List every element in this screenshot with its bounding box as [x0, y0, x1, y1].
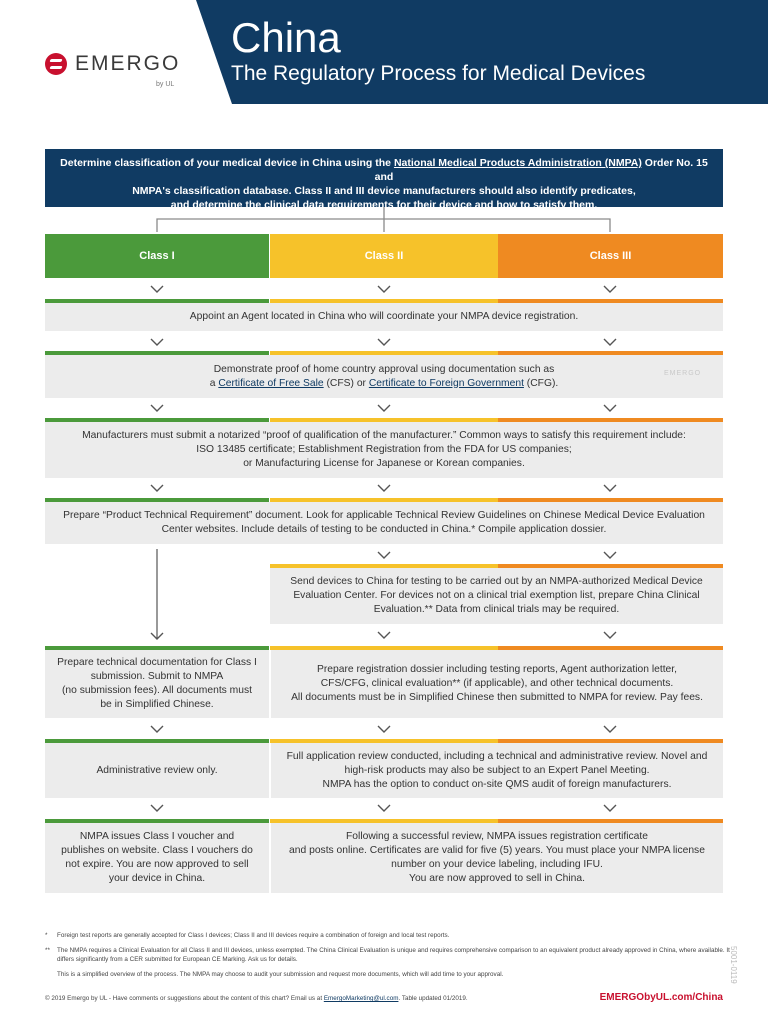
arrow-row-4	[151, 485, 616, 491]
full-review-line1: Full application review conducted, including a technical and administrative review. Novel and	[286, 750, 708, 762]
voucher-line3: not expire. You are now approved to sell	[65, 859, 249, 870]
proof-line1: Demonstrate proof of home country approval using documentation such as	[213, 363, 555, 375]
step-appoint-agent-text: Appoint an Agent located in China who will coordinate your NMPA device registration.	[189, 311, 579, 322]
footnote-1-text: Foreign test reports are generally accepted for Class I devices; Class II and III devices require a combination of foreign and local test reports.	[57, 932, 450, 939]
class-1-header: Class I	[45, 234, 269, 278]
proof-mid: (CFS) or	[323, 377, 369, 389]
arrow-row-5	[378, 552, 616, 558]
footnote-3-text: This is a simplified overview of the process. The NMPA may choose to audit your submission and request more documents, which will add time to your approval.	[57, 971, 504, 978]
step-class1-documentation	[45, 650, 269, 718]
step-registration-dossier	[271, 650, 723, 718]
step-device-testing	[270, 568, 723, 624]
class1-docs-line4: be in Simplified Chinese.	[100, 699, 214, 710]
intro-line2: NMPA's classification database. Class II and III device manufacturers should also identify predicates,	[132, 185, 636, 197]
intro-text-a: Determine classification of your medical device in China using the	[60, 157, 394, 169]
footnote-3	[45, 970, 735, 979]
intro-text-b: Order No. 15 and	[374, 157, 708, 183]
class-3-header: Class III	[498, 234, 723, 278]
arrow-row-3	[151, 405, 616, 411]
watermark-logo: EMERGO	[664, 370, 702, 377]
testing-line1: Send devices to China for testing to be carried out by an NMPA-authorized Medical Device	[290, 576, 703, 587]
arrow-row-1	[151, 286, 616, 292]
step-appoint-agent	[45, 303, 723, 331]
class-2-header: Class II	[270, 234, 498, 278]
admin-review-text: Administrative review only.	[96, 764, 218, 776]
logo-sub: by UL	[156, 81, 175, 88]
ptr-line2: Center websites. Include details of testing to be conducted in China.* Compile application dossier.	[161, 524, 607, 535]
document-code: 5001-0119	[729, 946, 738, 984]
certificate-line1: Following a successful review, NMPA issues registration certificate	[346, 831, 648, 842]
dossier-line1: Prepare registration dossier including testing reports, Agent authorization letter,	[316, 664, 678, 675]
full-review-line2: high-risk products may also be subject to an Expert Panel Meeting.	[344, 764, 650, 776]
step-administrative-review	[45, 743, 269, 798]
footnote-2	[45, 946, 735, 964]
cfs-link[interactable]: Certificate of Free Sale	[218, 377, 324, 389]
page-title: China	[231, 14, 341, 61]
testing-line3: Evaluation.** Data from clinical trials may be required.	[373, 604, 620, 615]
email-link[interactable]: EmergoMarketing@ul.com	[323, 995, 399, 1002]
ptr-line1: Prepare “Product Technical Requirement” document. Look for applicable Technical Review Guidelines on Chinese Medical Device Evaluation	[63, 510, 705, 521]
certificate-line2: and posts online. Certificates are valid for five (5) years. You must place your NMPA license	[289, 845, 705, 856]
step-full-review	[271, 743, 723, 798]
cfg-link[interactable]: Certificate to Foreign Government	[368, 377, 524, 389]
nmpa-link[interactable]: National Medical Products Administration (NMPA)	[393, 157, 642, 169]
full-review-line3: NMPA has the option to conduct on-site QMS audit of foreign manufacturers.	[322, 778, 672, 790]
step-registration-certificate	[271, 823, 723, 893]
class1-docs-line3: (no submission fees). All documents must	[62, 685, 252, 696]
certificate-line3: number on your device labeling, including IFU.	[391, 859, 603, 870]
footnote-2-mark: **	[45, 947, 50, 954]
footnote-2-text: The NMPA requires a Clinical Evaluation for all Class II and III devices, unless exempted. The China Clinical Evaluation is unique and requires comprehensive comparison to an equivalent product already approved in China, where available. It differs significantly from a CER submitted for European CE Marking. Ask us for details.	[57, 947, 730, 963]
arrow-row-6	[378, 632, 616, 638]
class-1-long-arrow	[151, 549, 163, 639]
footnote-1	[45, 931, 735, 940]
class1-docs-line1: Prepare technical documentation for Class I	[57, 657, 257, 668]
manufacturer-line3: or Manufacturing License for Japanese or Korean companies.	[243, 458, 525, 469]
manufacturer-line2: ISO 13485 certificate; Establishment Registration from the FDA for US companies;	[196, 444, 572, 455]
step-product-technical-requirement	[45, 502, 723, 544]
class1-docs-line2: submission. Submit to NMPA	[90, 671, 224, 682]
step-manufacturer-qualification	[45, 422, 723, 478]
arrow-row-8	[151, 805, 616, 811]
logo-text: EMERGO	[75, 52, 181, 75]
website-link[interactable]: EMERGObyUL.com/China	[599, 992, 723, 1003]
copyright-text-b: . Table updated 01/2019.	[398, 995, 468, 1002]
voucher-line2: publishes on website. Class I vouchers do	[61, 845, 253, 856]
dossier-line3: All documents must be in Simplified Chinese then submitted to NMPA for review. Pay fees.	[291, 692, 703, 703]
footnote-1-mark: *	[45, 932, 48, 939]
step-home-country-proof	[45, 355, 723, 398]
arrow-row-2	[151, 339, 616, 345]
step-class1-voucher	[45, 823, 269, 893]
manufacturer-line1: Manufacturers must submit a notarized “proof of qualification of the manufacturer.” Common ways to satisfy this requirement include:	[82, 430, 686, 441]
page-subtitle: The Regulatory Process for Medical Devices	[231, 62, 646, 85]
dossier-line2: CFS/CFG, clinical evaluation** (if applicable), and other technical documents.	[320, 678, 674, 689]
intro-line3: and determine the clinical data requirements for their device and how to satisfy them.	[170, 199, 598, 211]
copyright-text-a: © 2019 Emergo by UL - Have comments or suggestions about the content of this chart? Email us at	[45, 995, 324, 1002]
certificate-line4: You are now approved to sell in China.	[409, 873, 585, 884]
proof-pre: a	[209, 377, 219, 389]
proof-post: (CFG).	[523, 377, 559, 389]
arrow-row-7	[151, 726, 616, 732]
voucher-line1: NMPA issues Class I voucher and	[79, 831, 235, 842]
voucher-line4: your device in China.	[108, 873, 206, 884]
testing-line2: Evaluation Center. For devices not on a clinical trial exemption list, prepare China Clinical	[293, 590, 700, 601]
copyright-line	[45, 995, 468, 1002]
